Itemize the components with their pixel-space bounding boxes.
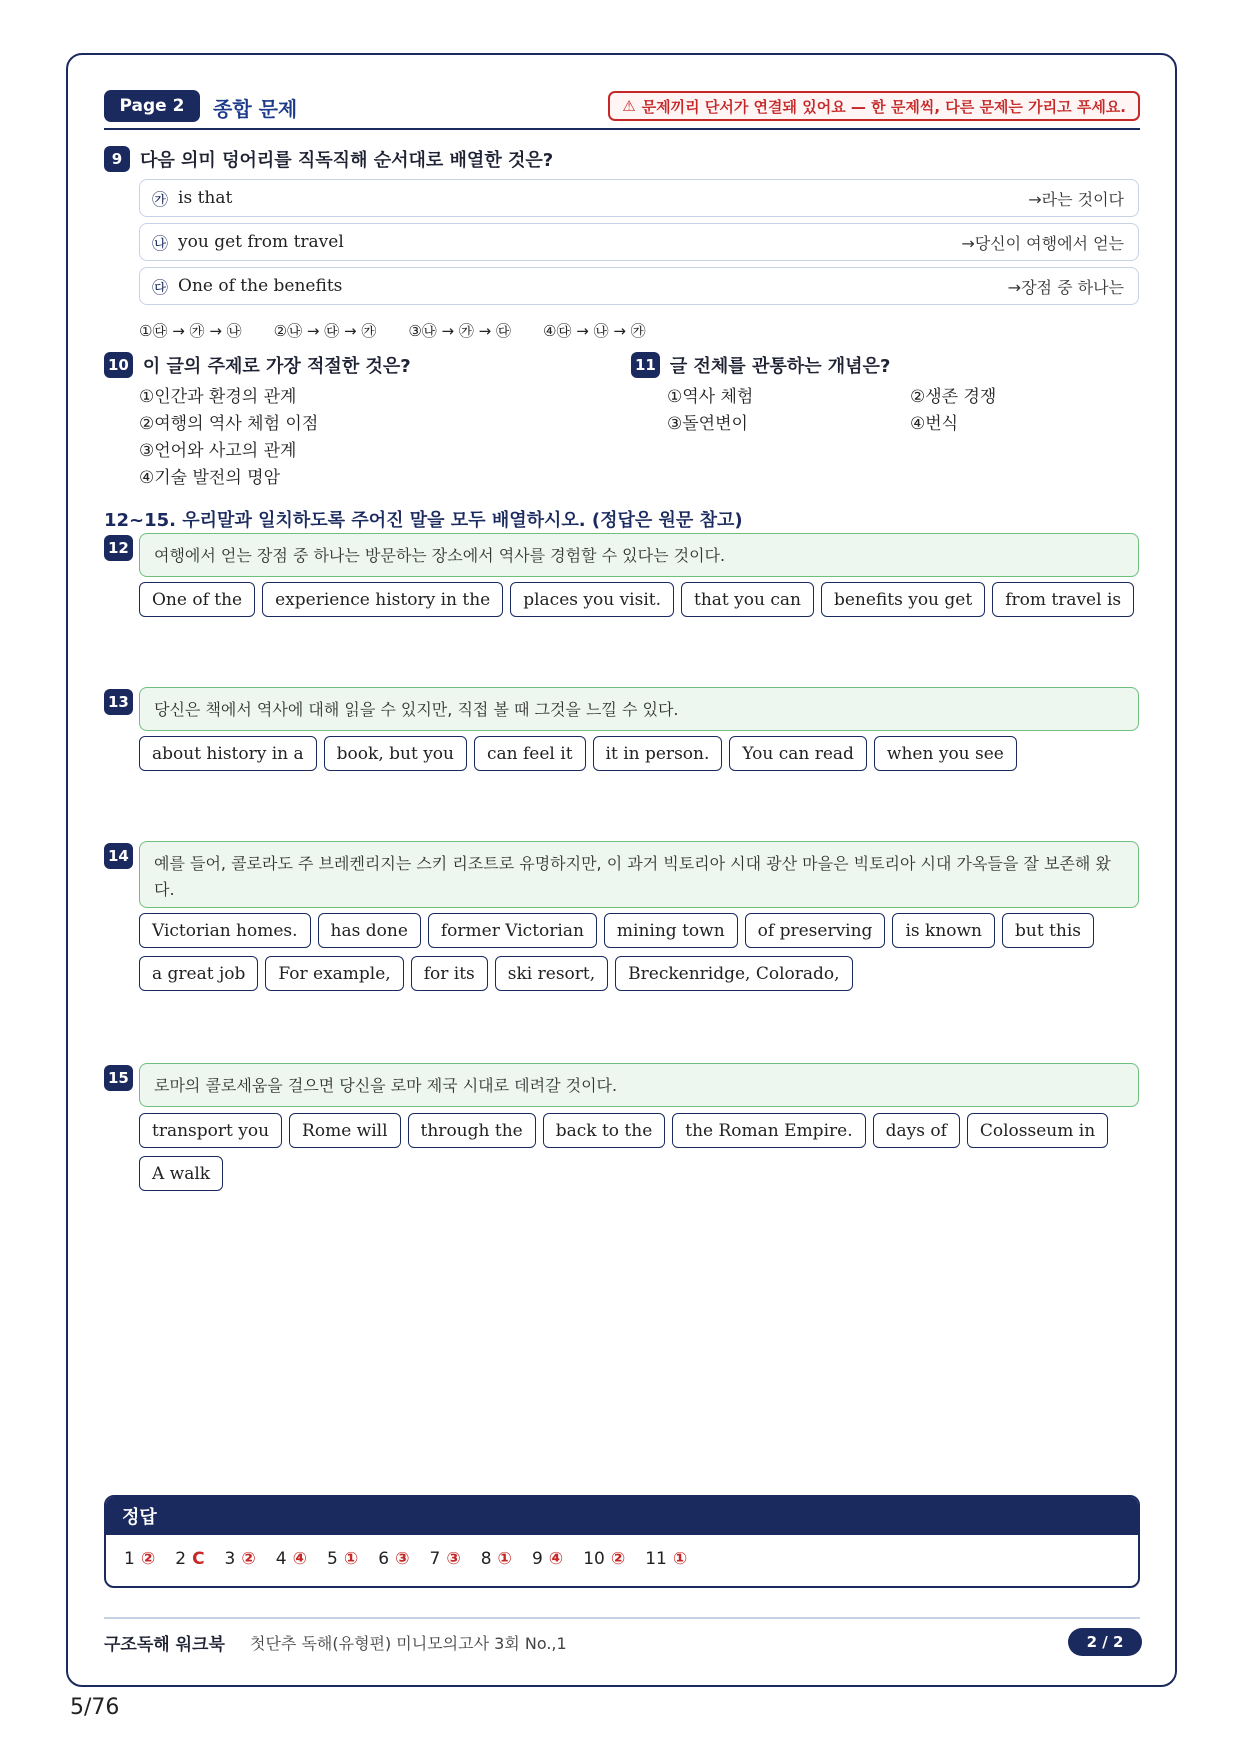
answer-item: 1 ② xyxy=(124,1549,156,1569)
question-text: 이 글의 주제로 가장 적절한 것은? xyxy=(142,356,411,377)
footer-divider xyxy=(104,1617,1140,1619)
word-chip[interactable]: Victorian homes. xyxy=(139,913,311,948)
answer-item: 8 ① xyxy=(480,1549,512,1569)
q11-options-col1 xyxy=(667,384,753,438)
footer-brand: 구조독해 워크북 xyxy=(104,1635,225,1655)
answer-item: 2 C xyxy=(175,1549,205,1569)
chunk-english: is that xyxy=(178,188,233,208)
question-number: 11 xyxy=(631,352,660,378)
word-chip[interactable]: but this xyxy=(1002,913,1094,948)
word-chip[interactable]: through the xyxy=(408,1113,536,1148)
word-chip[interactable]: from travel is xyxy=(992,582,1134,617)
question-number: 14 xyxy=(104,843,133,869)
chunk-row xyxy=(139,179,1139,217)
word-chip[interactable]: One of the xyxy=(139,582,255,617)
option[interactable]: ④기술 발전의 명암 xyxy=(139,468,281,488)
page-number: 5/76 xyxy=(70,1695,120,1720)
chunk-english: you get from travel xyxy=(178,232,344,252)
word-chip[interactable]: benefits you get xyxy=(821,582,985,617)
word-chip[interactable]: book, but you xyxy=(324,736,467,771)
question-text: 다음 의미 덩어리를 직독직해 순서대로 배열한 것은? xyxy=(140,150,554,171)
word-chip[interactable]: mining town xyxy=(604,913,738,948)
word-chip[interactable]: days of xyxy=(873,1113,960,1148)
answer-item: 6 ③ xyxy=(378,1549,410,1569)
chunk-row xyxy=(139,223,1139,261)
choice[interactable]: ④㉰ → ㉯ → ㉮ xyxy=(543,322,646,340)
korean-sentence: 예를 들어, 콜로라도 주 브레켄리지는 스키 리조트로 유명하지만, 이 과거 빅토리아 시대 광산 마을은 빅토리아 시대 가옥들을 잘 보존해 왔다. xyxy=(139,841,1139,908)
choice[interactable]: ②㉯ → ㉰ → ㉮ xyxy=(273,322,377,340)
word-chip[interactable]: of preserving xyxy=(745,913,886,948)
chunk-korean: →라는 것이다 xyxy=(1028,189,1124,209)
word-chip[interactable]: that you can xyxy=(681,582,814,617)
option[interactable]: ③언어와 사고의 관계 xyxy=(139,441,297,461)
question-number: 12 xyxy=(104,535,133,561)
warning-text: 문제끼리 단서가 연결돼 있어요 — 한 문제씩, 다른 문제는 가리고 푸세요. xyxy=(641,97,1126,116)
footer-subtitle: 첫단추 독해(유형편) 미니모의고사 3회 No.,1 xyxy=(250,1634,567,1653)
chunk-mark: ㉰ xyxy=(152,277,169,297)
q11-heading xyxy=(631,352,890,378)
footer-page-badge: 2 / 2 xyxy=(1068,1628,1142,1656)
chunk-english: One of the benefits xyxy=(178,276,343,296)
option[interactable]: ④번식 xyxy=(910,414,959,434)
word-chip[interactable]: For example, xyxy=(265,956,403,991)
word-chips xyxy=(139,582,1139,617)
answer-item: 4 ④ xyxy=(275,1549,308,1569)
word-chip[interactable]: the Roman Empire. xyxy=(672,1113,865,1148)
word-chip[interactable]: You can read xyxy=(729,736,867,771)
word-chip[interactable]: ski resort, xyxy=(495,956,608,991)
answer-item: 3 ② xyxy=(224,1549,256,1569)
answer-item: 9 ④ xyxy=(531,1549,564,1569)
q9-heading xyxy=(104,146,553,172)
q9-choices xyxy=(139,320,646,341)
word-chip[interactable]: for its xyxy=(411,956,488,991)
option[interactable]: ③돌연변이 xyxy=(667,414,748,434)
answer-list xyxy=(106,1535,1138,1569)
option[interactable]: ②여행의 역사 체험 이점 xyxy=(139,414,319,434)
korean-sentence: 당신은 책에서 역사에 대해 읽을 수 있지만, 직접 볼 때 그것을 느낄 수 있다. xyxy=(139,687,1139,731)
q10-options xyxy=(139,384,318,492)
question-text: 글 전체를 관통하는 개념은? xyxy=(669,356,891,377)
word-chip[interactable]: A walk xyxy=(139,1156,223,1191)
word-chip[interactable]: Rome will xyxy=(289,1113,400,1148)
chunk-korean: →장점 중 하나는 xyxy=(1007,277,1124,297)
option[interactable]: ①인간과 환경의 관계 xyxy=(139,387,297,407)
answer-item: 7 ③ xyxy=(429,1549,461,1569)
choice[interactable]: ①㉰ → ㉮ → ㉯ xyxy=(139,322,242,340)
word-chip[interactable]: is known xyxy=(892,913,995,948)
answer-panel xyxy=(104,1495,1140,1588)
warning-banner xyxy=(608,91,1140,121)
question-number: 15 xyxy=(104,1065,133,1091)
warning-icon: ⚠ xyxy=(622,97,636,115)
answer-item: 5 ① xyxy=(327,1549,359,1569)
q11-options-col2 xyxy=(910,384,996,438)
word-chip[interactable]: when you see xyxy=(874,736,1017,771)
page-header xyxy=(104,90,1140,130)
word-chip[interactable]: former Victorian xyxy=(428,913,597,948)
word-chip[interactable]: about history in a xyxy=(139,736,317,771)
page-tag: Page 2 xyxy=(104,90,200,122)
word-chip[interactable]: a great job xyxy=(139,956,258,991)
korean-sentence: 여행에서 얻는 장점 중 하나는 방문하는 장소에서 역사를 경험할 수 있다는 것이다. xyxy=(139,533,1139,577)
word-chip[interactable]: Colosseum in xyxy=(967,1113,1108,1148)
chunk-mark: ㉯ xyxy=(152,233,169,253)
option[interactable]: ①역사 체험 xyxy=(667,387,754,407)
word-chip[interactable]: it in person. xyxy=(593,736,723,771)
section-title: 12~15. 우리말과 일치하도록 주어진 말을 모두 배열하시오. (정답은 원문 참고) xyxy=(104,510,743,531)
option[interactable]: ②생존 경쟁 xyxy=(910,387,997,407)
word-chips xyxy=(139,736,1139,771)
page-title: 종합 문제 xyxy=(213,97,298,121)
question-number: 13 xyxy=(104,689,133,715)
answer-item: 11 ① xyxy=(645,1549,688,1569)
word-chip[interactable]: has done xyxy=(318,913,421,948)
word-chip[interactable]: experience history in the xyxy=(262,582,503,617)
word-chips xyxy=(139,913,1139,991)
chunk-korean: →당신이 여행에서 얻는 xyxy=(961,233,1124,253)
korean-sentence: 로마의 콜로세움을 걸으면 당신을 로마 제국 시대로 데려갈 것이다. xyxy=(139,1063,1139,1107)
word-chips xyxy=(139,1113,1139,1191)
question-number: 10 xyxy=(104,352,133,378)
answer-title: 정답 xyxy=(106,1497,1138,1535)
word-chip[interactable]: Breckenridge, Colorado, xyxy=(615,956,852,991)
word-chip[interactable]: back to the xyxy=(543,1113,666,1148)
word-chip[interactable]: places you visit. xyxy=(510,582,674,617)
question-number: 9 xyxy=(104,146,130,172)
q10-heading xyxy=(104,352,411,378)
chunk-row xyxy=(139,267,1139,305)
chunk-mark: ㉮ xyxy=(152,189,169,209)
word-chip[interactable]: can feel it xyxy=(474,736,586,771)
answer-item: 10 ② xyxy=(583,1549,626,1569)
choice[interactable]: ③㉯ → ㉮ → ㉰ xyxy=(408,322,512,340)
word-chip[interactable]: transport you xyxy=(139,1113,282,1148)
